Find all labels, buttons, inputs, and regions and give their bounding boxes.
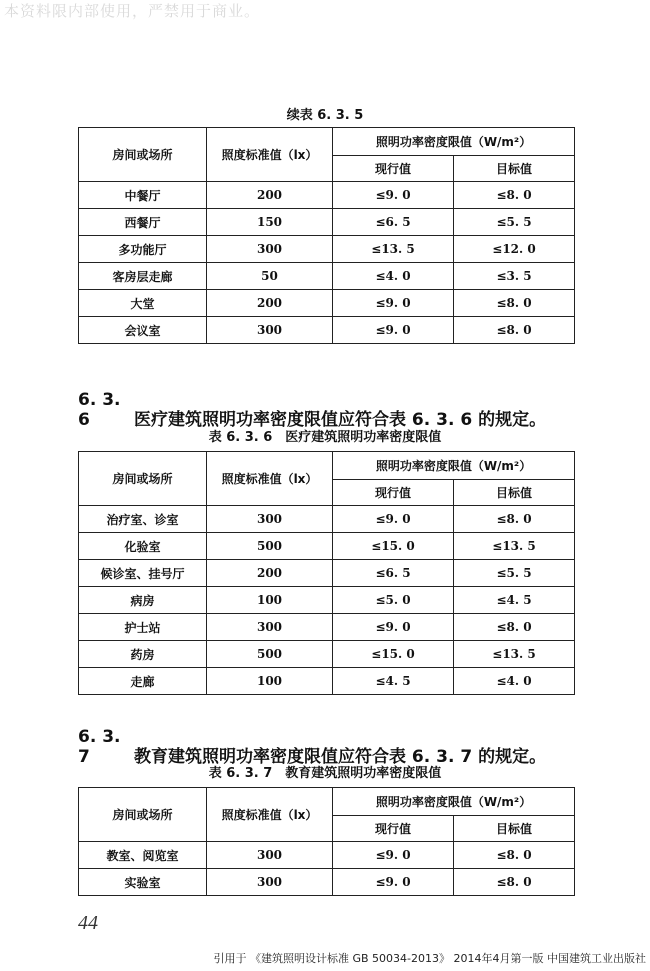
cell-illuminance: 300	[207, 869, 333, 896]
cell-room: 化验室	[79, 533, 207, 560]
header-current: 现行值	[333, 156, 454, 182]
cell-illuminance: 500	[207, 533, 333, 560]
table-caption: 表 6. 3. 6 医疗建筑照明功率密度限值	[208, 430, 442, 445]
cell-current: ≤9. 0	[333, 290, 454, 317]
cell-current: ≤6. 5	[333, 209, 454, 236]
header-room: 房间或场所	[79, 452, 207, 506]
cell-illuminance: 300	[207, 506, 333, 533]
cell-illuminance: 50	[207, 263, 333, 290]
header-lpd: 照明功率密度限值（W/m²）	[333, 788, 575, 816]
header-illuminance: 照度标准值（lx）	[207, 128, 333, 182]
cell-target: ≤4. 0	[454, 668, 575, 695]
cell-room: 走廊	[79, 668, 207, 695]
cell-current: ≤9. 0	[333, 614, 454, 641]
header-lpd: 照明功率密度限值（W/m²）	[333, 452, 575, 480]
cell-room: 治疗室、诊室	[79, 506, 207, 533]
table-caption: 表 6. 3. 7 教育建筑照明功率密度限值	[208, 766, 442, 781]
cell-illuminance: 300	[207, 236, 333, 263]
cell-illuminance: 300	[207, 842, 333, 869]
cell-target: ≤3. 5	[454, 263, 575, 290]
header-room: 房间或场所	[79, 128, 207, 182]
table-row	[79, 506, 575, 533]
cell-room: 中餐厅	[79, 182, 207, 209]
cell-target: ≤12. 0	[454, 236, 575, 263]
cell-room: 多功能厅	[79, 236, 207, 263]
cell-illuminance: 200	[207, 290, 333, 317]
header-target: 目标值	[454, 480, 575, 506]
header-illuminance: 照度标准值（lx）	[207, 452, 333, 506]
cell-room: 病房	[79, 587, 207, 614]
watermark: 本资料限内部使用，严禁用于商业。	[4, 2, 261, 20]
table-row	[79, 614, 575, 641]
citation-footer: 引用于 《建筑照明设计标准 GB 50034-2013》 2014年4月第一版 中国建筑工业出版社	[213, 952, 646, 965]
cell-illuminance: 150	[207, 209, 333, 236]
header-lpd: 照明功率密度限值（W/m²）	[333, 128, 575, 156]
cell-current: ≤4. 0	[333, 263, 454, 290]
cell-illuminance: 300	[207, 614, 333, 641]
cell-room: 客房层走廊	[79, 263, 207, 290]
section-6-3-6	[78, 390, 546, 430]
section-number: 6. 3. 6	[78, 390, 121, 430]
cell-target: ≤8. 0	[454, 182, 575, 209]
table-row	[79, 842, 575, 869]
section-text: 医疗建筑照明功率密度限值应符合表 6. 3. 6 的规定。	[134, 410, 547, 430]
cell-illuminance: 100	[207, 668, 333, 695]
cell-room: 教室、阅览室	[79, 842, 207, 869]
cell-room: 西餐厅	[79, 209, 207, 236]
cell-current: ≤15. 0	[333, 533, 454, 560]
cell-current: ≤4. 5	[333, 668, 454, 695]
cell-target: ≤5. 5	[454, 209, 575, 236]
cell-current: ≤9. 0	[333, 842, 454, 869]
table-row	[79, 869, 575, 896]
cell-target: ≤8. 0	[454, 506, 575, 533]
cell-illuminance: 200	[207, 182, 333, 209]
table-row	[79, 317, 575, 344]
table-row	[79, 668, 575, 695]
cell-room: 护士站	[79, 614, 207, 641]
table-caption: 续表 6. 3. 5	[286, 108, 364, 123]
table-row	[79, 533, 575, 560]
cell-room: 实验室	[79, 869, 207, 896]
table-row	[79, 182, 575, 209]
section-text: 教育建筑照明功率密度限值应符合表 6. 3. 7 的规定。	[134, 747, 547, 767]
cell-illuminance: 100	[207, 587, 333, 614]
header-room: 房间或场所	[79, 788, 207, 842]
cell-target: ≤8. 0	[454, 290, 575, 317]
header-current: 现行值	[333, 816, 454, 842]
cell-target: ≤8. 0	[454, 317, 575, 344]
header-illuminance: 照度标准值（lx）	[207, 788, 333, 842]
cell-target: ≤13. 5	[454, 533, 575, 560]
cell-illuminance: 300	[207, 317, 333, 344]
cell-current: ≤5. 0	[333, 587, 454, 614]
cell-current: ≤9. 0	[333, 182, 454, 209]
cell-target: ≤8. 0	[454, 842, 575, 869]
cell-room: 候诊室、挂号厅	[79, 560, 207, 587]
cell-room: 会议室	[79, 317, 207, 344]
header-target: 目标值	[454, 816, 575, 842]
table-row	[79, 263, 575, 290]
cell-room: 大堂	[79, 290, 207, 317]
cell-room: 药房	[79, 641, 207, 668]
cell-target: ≤5. 5	[454, 560, 575, 587]
cell-illuminance: 200	[207, 560, 333, 587]
table-row	[79, 587, 575, 614]
header-current: 现行值	[333, 480, 454, 506]
table-row	[79, 236, 575, 263]
cell-current: ≤15. 0	[333, 641, 454, 668]
cell-current: ≤9. 0	[333, 869, 454, 896]
table-row	[79, 641, 575, 668]
lpd-table-hotel	[78, 127, 575, 344]
cell-target: ≤8. 0	[454, 869, 575, 896]
cell-target: ≤13. 5	[454, 641, 575, 668]
cell-current: ≤9. 0	[333, 506, 454, 533]
cell-current: ≤13. 5	[333, 236, 454, 263]
cell-target: ≤4. 5	[454, 587, 575, 614]
table-row	[79, 560, 575, 587]
header-target: 目标值	[454, 156, 575, 182]
lpd-table-education	[78, 787, 575, 896]
section-number: 6. 3. 7	[78, 727, 121, 767]
section-6-3-7	[78, 727, 546, 767]
cell-current: ≤9. 0	[333, 317, 454, 344]
page-number: 44	[78, 912, 98, 934]
table-row	[79, 290, 575, 317]
lpd-table-medical	[78, 451, 575, 695]
cell-current: ≤6. 5	[333, 560, 454, 587]
table-row	[79, 209, 575, 236]
cell-illuminance: 500	[207, 641, 333, 668]
cell-target: ≤8. 0	[454, 614, 575, 641]
